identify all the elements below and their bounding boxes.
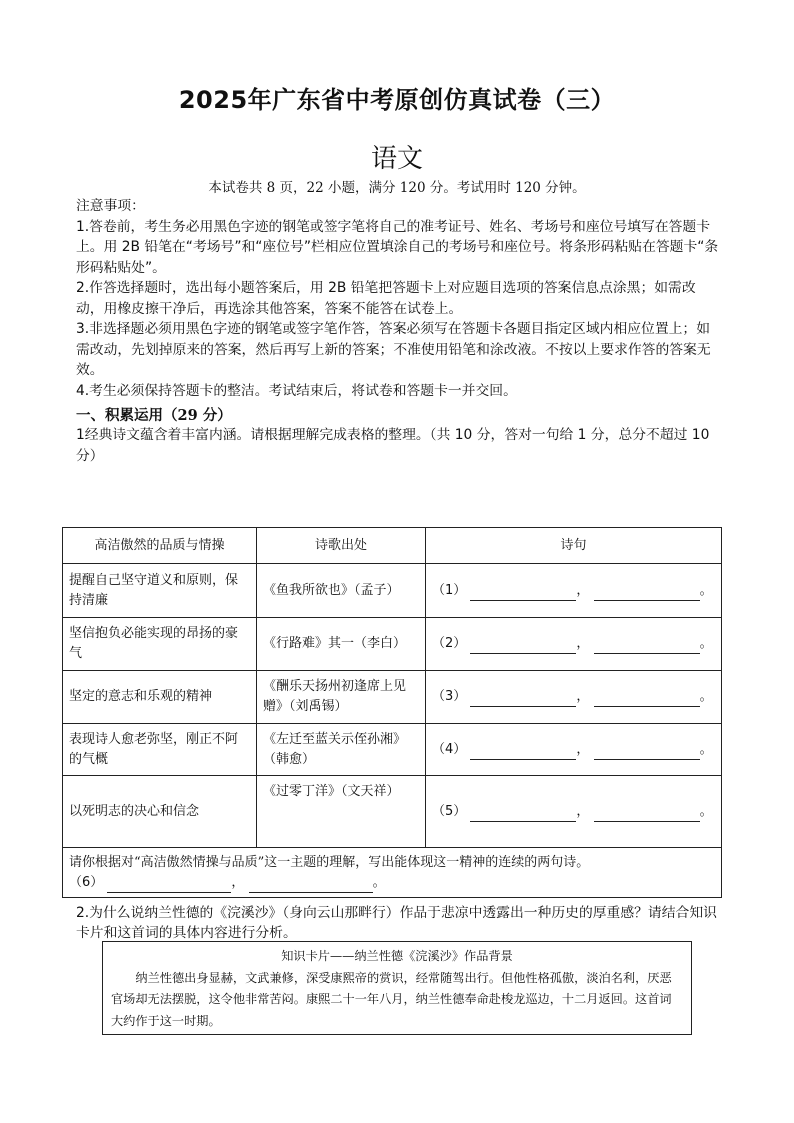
knowledge-card	[102, 941, 692, 1035]
quality-cell: 提醒自己坚守道义和原则，保持清廉	[63, 564, 257, 618]
answer-blank[interactable]	[594, 807, 700, 822]
table-row	[63, 724, 722, 776]
answer-cell	[426, 618, 722, 671]
answer-blank[interactable]	[470, 586, 576, 601]
source-cell: 《过零丁洋》（文天祥）	[257, 776, 426, 848]
answer-blank[interactable]	[594, 586, 700, 601]
instruction-item: 4.考生必须保持答题卡的整洁。考试结束后，将试卷和答题卡一并交回。	[76, 382, 517, 399]
table-row	[63, 671, 722, 724]
comma-mark: ，	[576, 803, 590, 819]
instructions	[76, 196, 721, 401]
quality-cell: 坚信抱负必能实现的昂扬的豪气	[63, 618, 257, 671]
table-header-row	[63, 528, 722, 564]
instruction-item: 3.非选择题必须用黑色字迹的钢笔或签字笔作答，答案必须写在答题卡各题目指定区域内相应位置上；如需改动，先划掉原来的答案，然后再写上新的答案；不准使用铅笔和涂改液。不按以上要求作答的答案无效。	[76, 321, 711, 378]
answer-number: （4）	[432, 741, 467, 757]
answer-number: （5）	[432, 803, 467, 819]
period-mark: 。	[699, 803, 713, 819]
comma-mark: ，	[576, 741, 590, 757]
table-row	[63, 564, 722, 618]
answer-cell	[426, 776, 722, 848]
source-cell: 《鱼我所欲也》（孟子）	[257, 564, 426, 618]
exam-title: 2025年广东省中考原创仿真试卷（三）	[178, 86, 616, 114]
comma-mark: ，	[576, 582, 590, 598]
table-row	[63, 776, 722, 848]
quality-cell: 坚定的意志和乐观的精神	[63, 671, 257, 724]
instruction-item: 2.作答选择题时，选出每小题答案后，用 2B 铅笔把答题卡上对应题目选项的答案信息点涂黑；如需改动，用橡皮擦干净后，再选涂其他答案，答案不能答在试卷上。	[76, 280, 696, 317]
column-header-source: 诗歌出处	[257, 528, 426, 564]
column-header-verse: 诗句	[426, 528, 722, 564]
answer-number: （6）	[69, 874, 104, 890]
period-mark: 。	[372, 874, 386, 890]
answer-blank[interactable]	[594, 745, 700, 760]
answer-cell	[426, 564, 722, 618]
quality-cell: 表现诗人愈老弥坚，刚正不阿的气概	[63, 724, 257, 776]
answer-cell	[426, 724, 722, 776]
answer-number: （3）	[432, 689, 467, 704]
source-cell: 《左迁至蓝关示侄孙湘》（韩愈）	[257, 724, 426, 776]
summary-prompt: 请你根据对“高洁傲然情操与品质”这一主题的理解，写出能体现这一精神的连续的两句诗。	[69, 854, 590, 870]
answer-blank[interactable]	[470, 639, 576, 654]
poem-table	[62, 527, 722, 898]
column-header-quality: 高洁傲然的品质与情操	[63, 528, 257, 564]
summary-cell	[63, 848, 722, 898]
instructions-heading: 注意事项：	[76, 198, 145, 214]
answer-cell	[426, 671, 722, 724]
source-cell: 《酬乐天扬州初逢席上见赠》（刘禹锡）	[257, 671, 426, 724]
answer-blank[interactable]	[470, 692, 576, 707]
period-mark: 。	[699, 582, 713, 598]
knowledge-card-text: 纳兰性德出身显赫，文武兼修，深受康熙帝的赏识，经常随驾出行。但他性格孤傲，淡泊名利，厌恶官场却无法摆脱，这令他非常苦闷。康熙二十一年八月，纳兰性德奉命赴梭龙巡边，十二月返回。这首词大约作于这一时期。	[111, 970, 672, 1028]
question-2-prompt: 2.为什么说纳兰性德的《浣溪沙》（身向云山那畔行）作品于悲凉中透露出一种历史的厚重感？请结合知识卡片和这首词的具体内容进行分析。	[76, 905, 717, 941]
quality-cell: 以死明志的决心和信念	[63, 776, 257, 848]
answer-blank[interactable]	[470, 807, 576, 822]
question-1-prompt: 1经典诗文蕴含着丰富内涵。请根据理解完成表格的整理。（共 10 分，答对一句给 1 分，总分不超过 10 分）	[76, 427, 710, 464]
answer-number: （1）	[432, 582, 467, 598]
comma-mark: ，	[231, 874, 245, 890]
comma-mark: ，	[576, 689, 590, 704]
exam-intro: 本试卷共 8 页，22 小题，满分 120 分。考试用时 120 分钟。	[208, 180, 586, 196]
table-row	[63, 618, 722, 671]
answer-blank[interactable]	[107, 878, 231, 893]
period-mark: 。	[699, 636, 713, 651]
answer-blank[interactable]	[470, 745, 576, 760]
subject-heading: 语文	[370, 144, 423, 174]
section-heading: 一、积累运用（29 分）	[76, 407, 232, 424]
answer-blank[interactable]	[594, 639, 700, 654]
summary-row	[63, 848, 722, 898]
answer-blank[interactable]	[594, 692, 700, 707]
answer-blank[interactable]	[249, 878, 373, 893]
comma-mark: ，	[576, 636, 590, 651]
answer-number: （2）	[432, 636, 467, 651]
instruction-item: 1.答卷前，考生务必用黑色字迹的钢笔或签字笔将自己的准考证号、姓名、考场号和座位号填写在答题卡上。用 2B 铅笔在“考场号”和“座位号”栏相应位置填涂自己的考场号和座位号。将条形码粘贴在答题卡“条形码粘贴处”。	[76, 218, 719, 276]
period-mark: 。	[699, 689, 713, 704]
knowledge-card-title: 知识卡片——纳兰性德《浣溪沙》作品背景	[281, 949, 513, 963]
source-cell: 《行路难》其一（李白）	[257, 618, 426, 671]
summary-answer	[69, 873, 715, 893]
period-mark: 。	[699, 741, 713, 757]
